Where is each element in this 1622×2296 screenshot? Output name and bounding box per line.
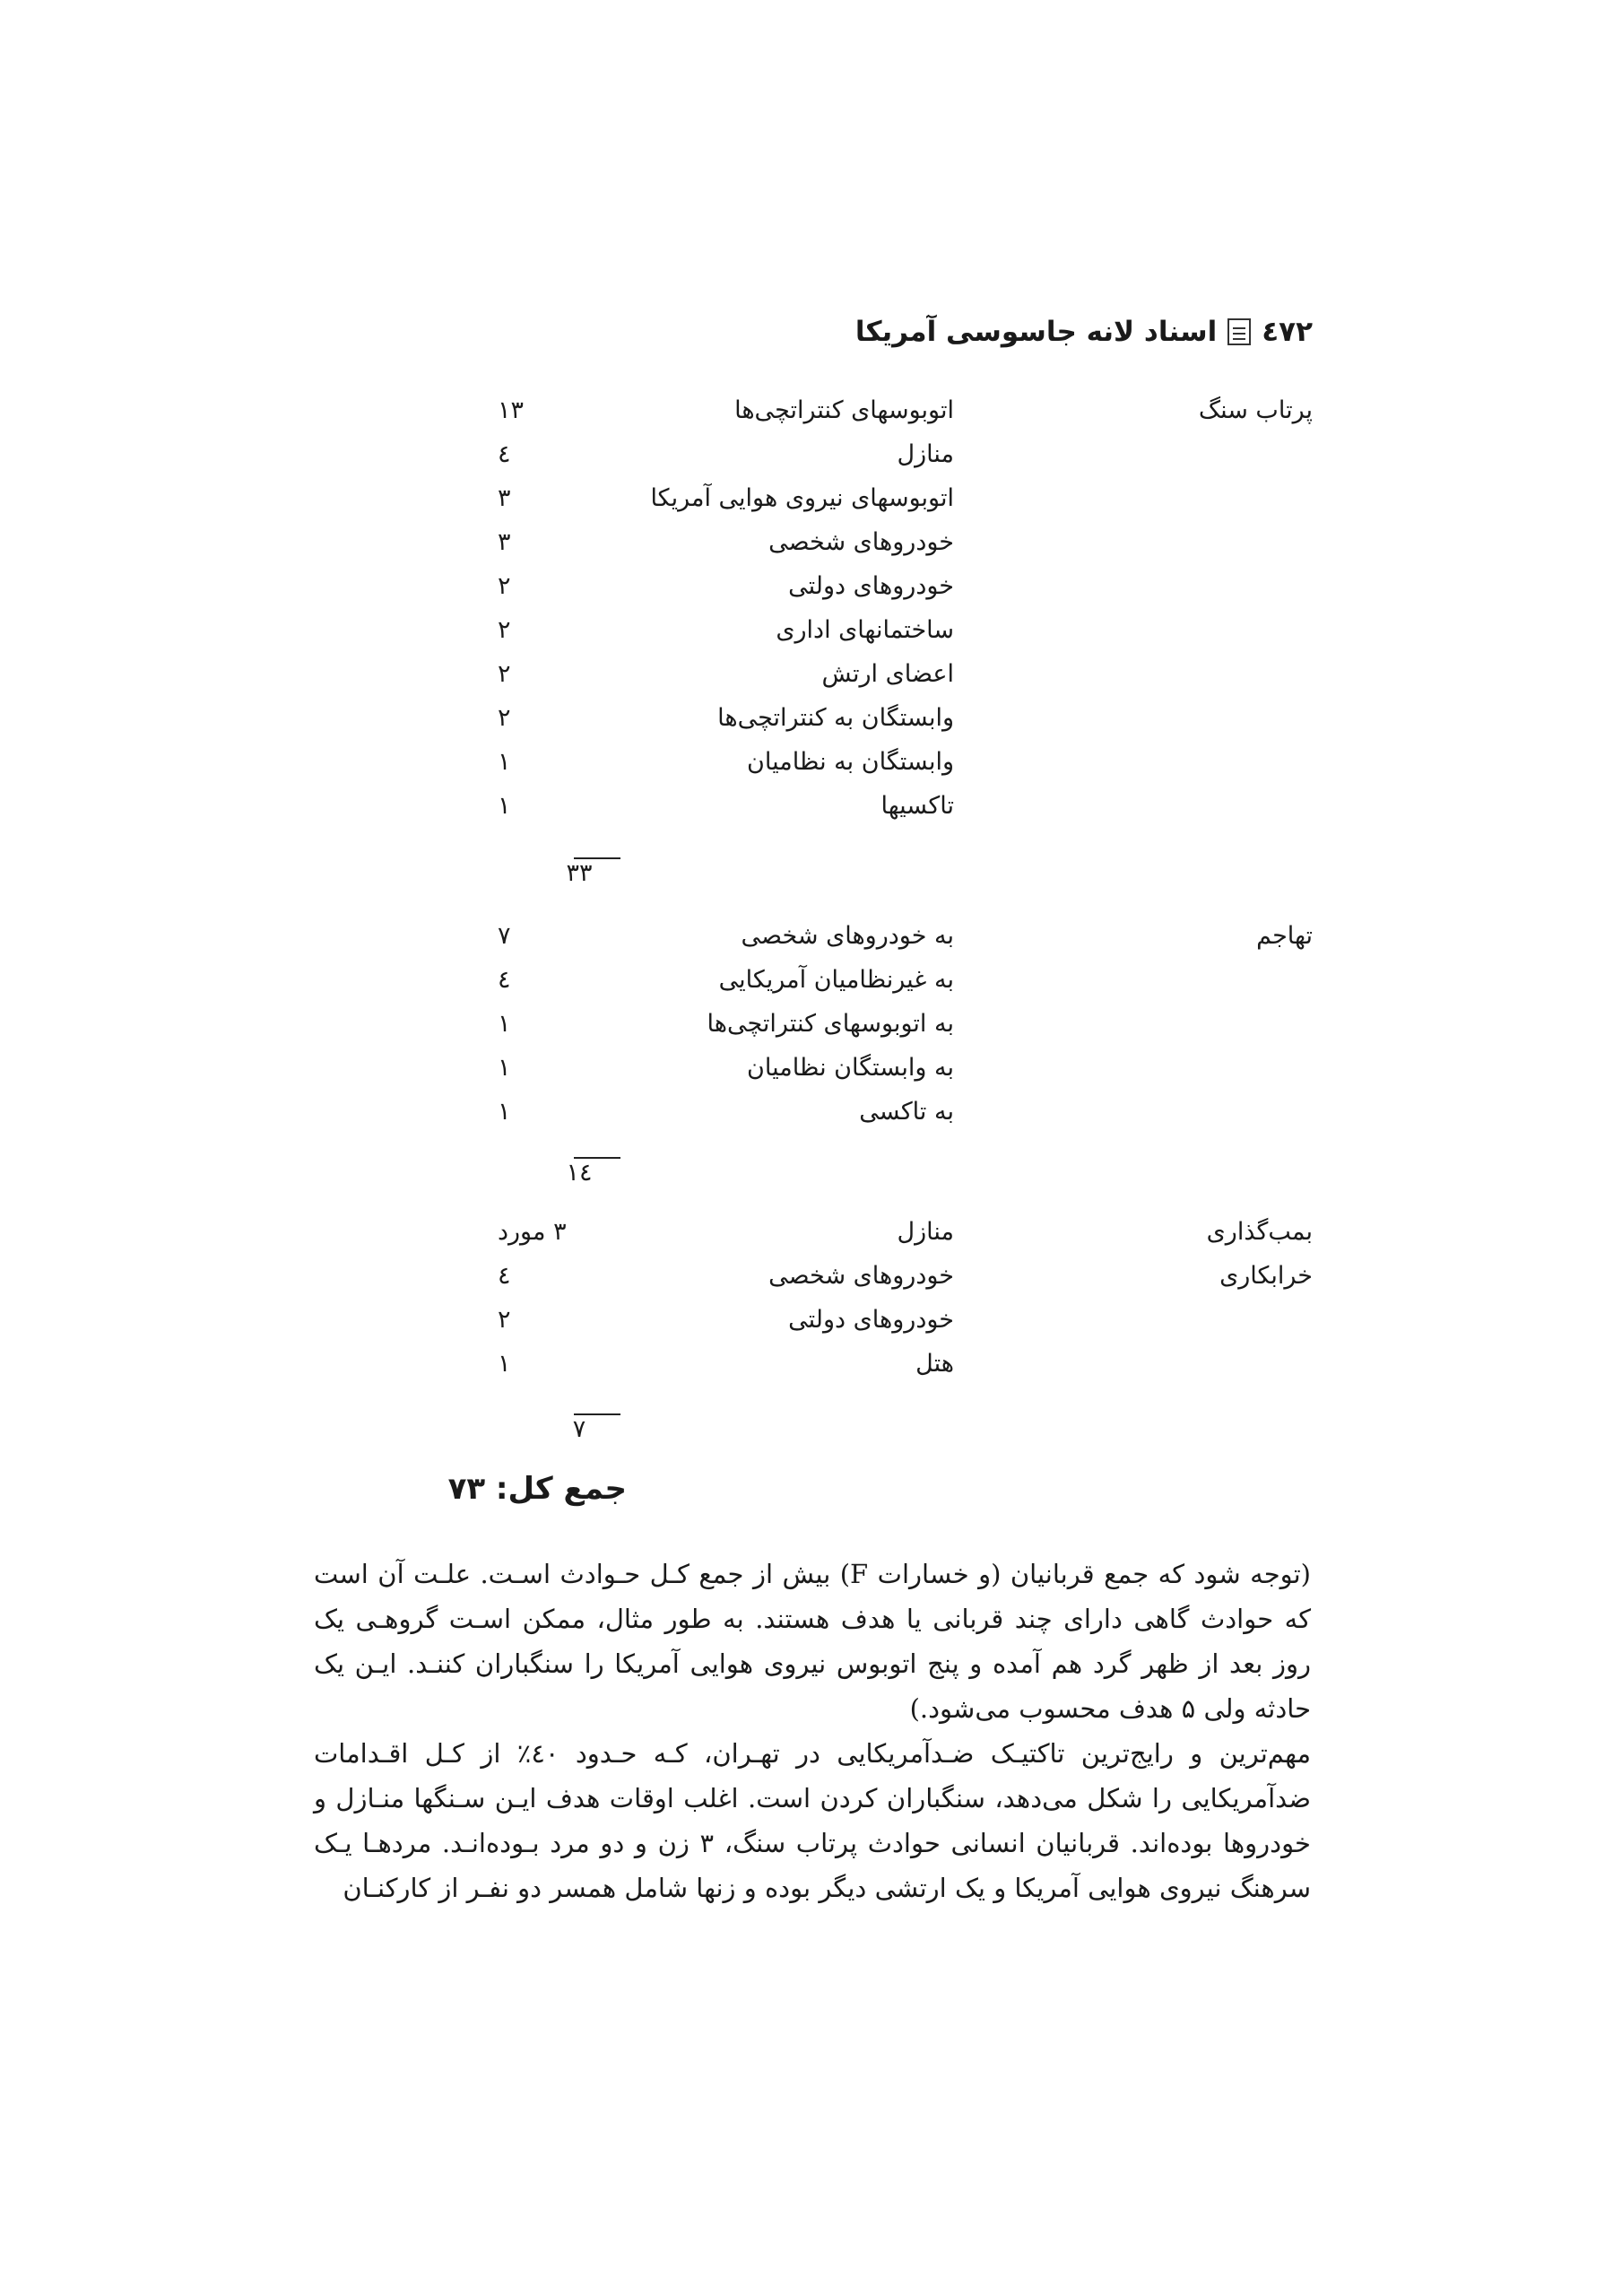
item-count: ۳ (498, 484, 511, 512)
item-count: ۱۳ (498, 396, 525, 424)
item-count: ۱ (498, 1010, 511, 1038)
item-count: ۲ (498, 704, 511, 732)
item-count: ۱ (498, 1350, 511, 1378)
paragraph: مهم‌ترین و رایج‌ترین تاکتیـک ضـدآمریکایی در تهـران، کـه حـدود ٤۰٪ از کـل اقـدامات ضدآمریکایی را شکل می‌دهد، سنگباران کردن است. اغلب اوقات هدف ایـن سـنگها منـازل و خودروها بوده‌اند. قربانیان انسانی حوادث پرتاب سنگ، ۳ زن و دو مرد بـوده‌انـد. مردهـا یـک سرهنگ نیروی هوایی آمریکا و یک ارتشی دیگر بوده و زنها شامل همسر دو نفـر از کارکنـان (314, 1738, 1311, 1903)
item-label: خودروهای دولتی (788, 572, 954, 600)
subtotal-value: ۳۳ (566, 859, 593, 887)
item-count: ۷ (498, 922, 511, 950)
item-count: ۱ (498, 1054, 511, 1082)
item-label: به اتوبوسهای کنتراتچی‌ها (707, 1010, 954, 1038)
item-count: ۲ (498, 660, 511, 688)
item-count: ۳ (498, 528, 511, 556)
item-label: خودروهای شخصی (768, 528, 954, 556)
item-label: به غیرنظامیان آمریکایی (718, 966, 954, 994)
paragraph: (توجه شود که جمع قربانیان (و خسارات F) بیش از جمع کـل حـوادث اسـت. علـت آن است که حوادث گاهی دارای چند قربانی یا هدف هستند. به طور مثال، ممکن اسـت گروهـی یک روز بعد از ظهر گرد هم آمده و پنج اتوبوس نیروی هوایی آمریکا را سنگباران کننـد. ایـن یک حادثه ولی ۵ هدف محسوب می‌شود.) (314, 1559, 1311, 1724)
item-label: خودروهای دولتی (788, 1306, 954, 1334)
item-label: منازل (897, 1218, 954, 1246)
item-label: ساختمانهای اداری (776, 616, 954, 644)
item-count: ٤ (498, 1262, 511, 1290)
item-label: هتل (915, 1350, 954, 1378)
item-count: ۱ (498, 1098, 511, 1126)
item-count: ٤ (498, 440, 511, 468)
item-label: به خودروهای شخصی (741, 922, 954, 950)
subtotal-value: ۷ (572, 1415, 586, 1443)
document-icon (1227, 318, 1251, 345)
item-count: ٤ (498, 966, 511, 994)
page-header (855, 316, 1313, 348)
item-label: وابستگان به کنتراتچی‌ها (717, 704, 954, 732)
item-label: اعضای ارتش (821, 660, 954, 688)
category-label: بمب‌گذاری (1206, 1218, 1313, 1246)
category-label: تهاجم (1256, 922, 1313, 950)
item-label: تاکسیها (880, 792, 954, 820)
item-count: ۳ مورد (498, 1218, 567, 1246)
subtotal-value: ۱٤ (566, 1159, 593, 1187)
item-count: ۲ (498, 1306, 511, 1334)
item-label: به تاکسی (859, 1098, 954, 1126)
grand-total: جمع کل: ۷۳ (447, 1471, 627, 1507)
item-count: ۲ (498, 616, 511, 644)
item-count: ۲ (498, 572, 511, 600)
category-label: پرتاب سنگ (1198, 396, 1313, 424)
item-label: وابستگان به نظامیان (747, 748, 954, 776)
item-count: ۱ (498, 748, 511, 776)
item-label: خودروهای شخصی (768, 1262, 954, 1290)
page-number: ٤٧٢ (1262, 316, 1313, 348)
item-label: به وابستگان نظامیان (747, 1054, 954, 1082)
item-count: ۱ (498, 792, 511, 820)
item-label: اتوبوسهای نیروی هوایی آمریکا (650, 484, 954, 512)
book-title: اسناد لانه جاسوسی آمریکا (854, 316, 1218, 348)
item-label: اتوبوسهای کنتراتچی‌ها (734, 396, 954, 424)
category-label-secondary: خرابکاری (1219, 1262, 1313, 1290)
item-label: منازل (897, 440, 954, 468)
